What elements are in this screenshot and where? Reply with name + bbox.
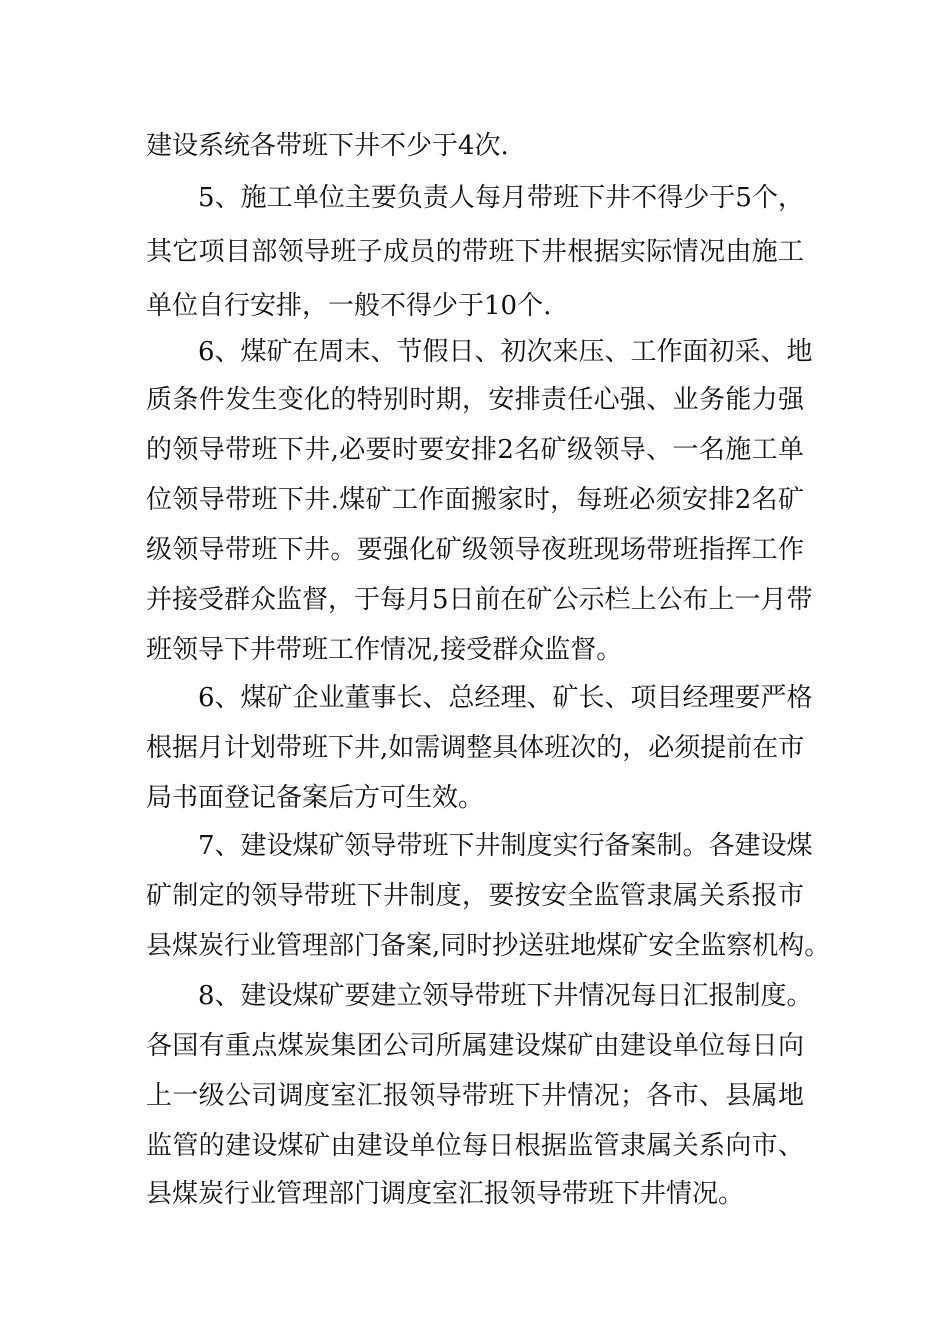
text-line-20: 上一级公司调度室汇报领导带班下井情况；各市、县属地 bbox=[146, 1081, 804, 1111]
text-line-19: 各国有重点煤炭集团公司所属建设煤矿由建设单位每日向 bbox=[146, 1031, 804, 1061]
text-line-1: 建设系统各带班下井不少于4次. bbox=[146, 131, 509, 161]
text-line-13: 根据月计划带班下井,如需调整具体班次的，必须提前在市 bbox=[146, 733, 805, 763]
text-line-15: 7、建设煤矿领导带班下井制度实行备案制。各建设煤 bbox=[198, 831, 813, 861]
text-line-12: 6、煤矿企业董事长、总经理、矿长、项目经理要严格 bbox=[198, 683, 813, 713]
text-line-10: 并接受群众监督，于每月5日前在矿公示栏上公布上一月带 bbox=[146, 585, 813, 615]
text-line-5: 6、煤矿在周末、节假日、初次来压、工作面初采、地 bbox=[198, 337, 813, 367]
text-line-4: 单位自行安排，一般不得少于10个. bbox=[146, 291, 552, 321]
text-line-18: 8、建设煤矿要建立领导带班下井情况每日汇报制度。 bbox=[198, 981, 813, 1011]
text-line-7: 的领导带班下井,必要时要安排2名矿级领导、一名施工单 bbox=[146, 435, 804, 465]
text-line-17: 县煤炭行业管理部门备案,同时抄送驻地煤矿安全监察机构。 bbox=[146, 931, 831, 961]
text-line-14: 局书面登记备案后方可生效。 bbox=[146, 783, 485, 813]
text-line-8: 位领导带班下井.煤矿工作面搬家时，每班必须安排2名矿 bbox=[146, 485, 804, 515]
text-line-6: 质条件发生变化的特别时期，安排责任心强、业务能力强 bbox=[146, 385, 804, 415]
text-line-2: 5、施工单位主要负责人每月带班下井不得少于5个， bbox=[198, 183, 804, 213]
text-line-21: 监管的建设煤矿由建设单位每日根据监管隶属关系向市、 bbox=[146, 1131, 804, 1161]
text-line-16: 矿制定的领导带班下井制度，要按安全监管隶属关系报市 bbox=[146, 881, 804, 911]
text-line-11: 班领导下井带班工作情况,接受群众监督。 bbox=[146, 635, 623, 665]
text-line-22: 县煤炭行业管理部门调度室汇报领导带班下井情况。 bbox=[146, 1179, 745, 1209]
text-line-3: 其它项目部领导班子成员的带班下井根据实际情况由施工 bbox=[146, 237, 804, 267]
text-line-9: 级领导带班下井。要强化矿级领导夜班现场带班指挥工作 bbox=[146, 535, 804, 565]
